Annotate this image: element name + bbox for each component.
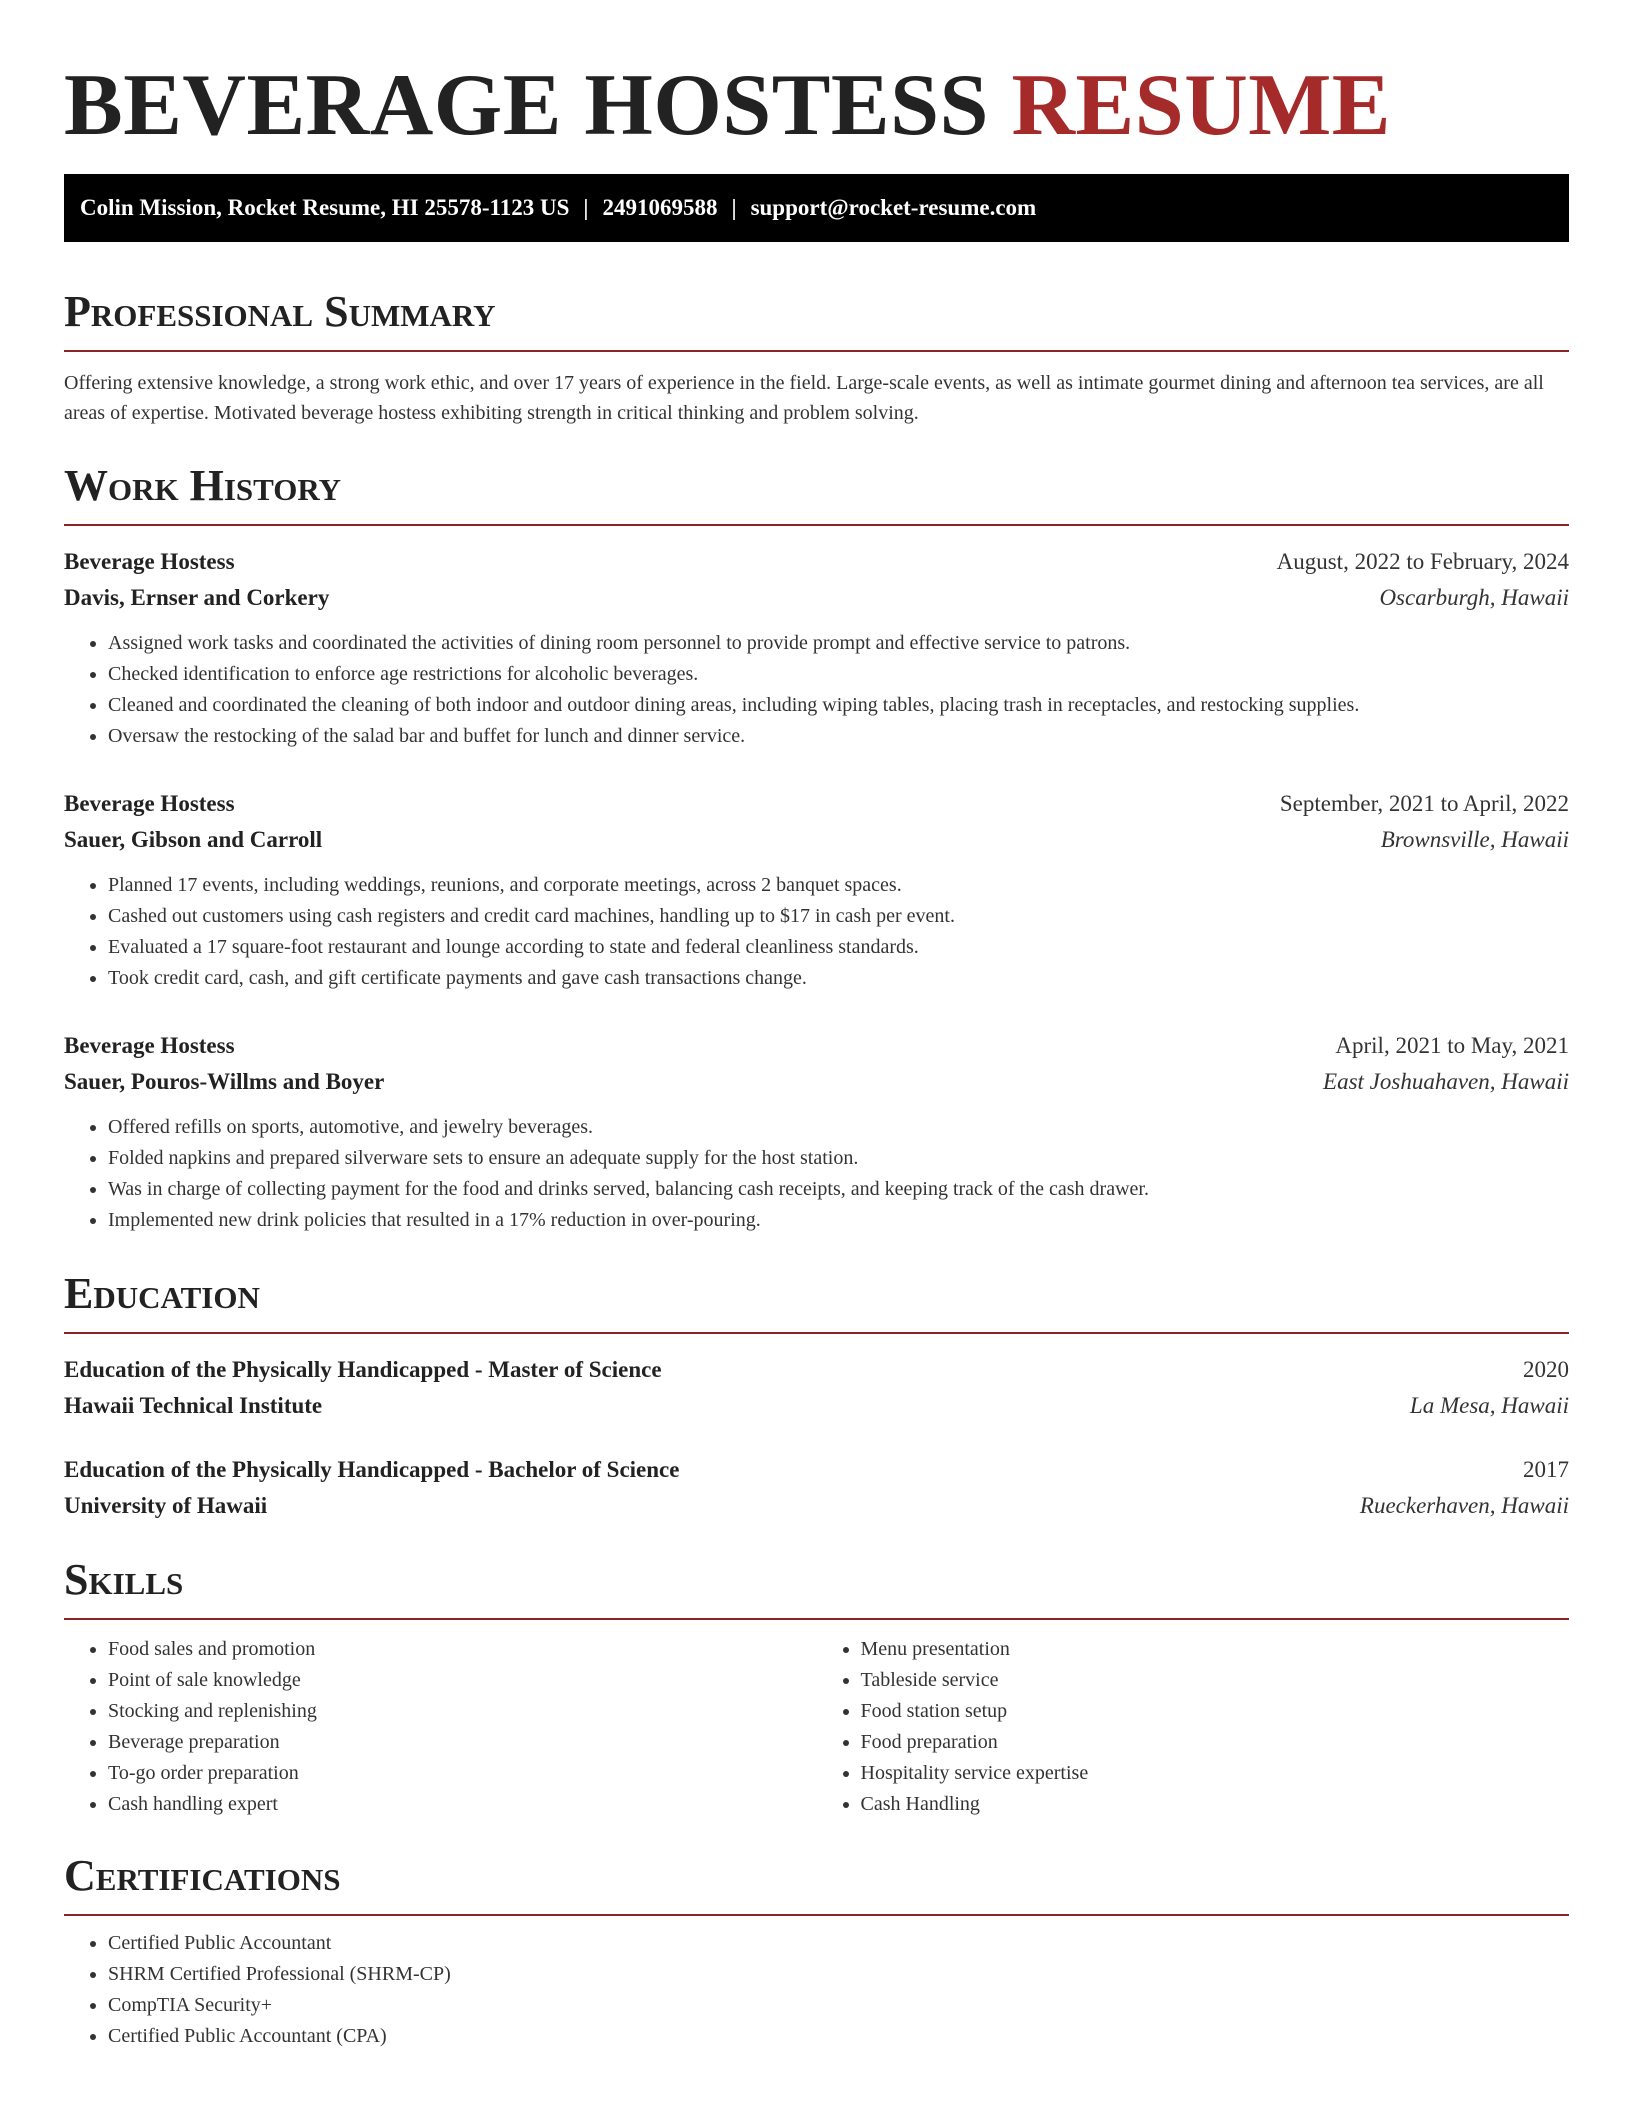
job-title: Beverage Hostess [64, 549, 235, 574]
summary-text: Offering extensive knowledge, a strong work ethic, and over 17 years of experience in the field. Large-scale events, as well as intimate gourmet dining and afternoon tea services, are all areas of expertise. Motivated beverage hostess exhibiting strength in critical thinking and problem solving. [64, 372, 1544, 424]
job-company-row [64, 822, 1569, 858]
education-entry [64, 1352, 1569, 1424]
certification-item: • Certified Public Accountant [108, 1928, 1569, 1959]
job-bullet: • Cashed out customers using cash registers and credit card machines, handling up to $17 in cash per event. [108, 901, 1569, 932]
job-location: Brownsville, Hawaii [1380, 827, 1569, 852]
title-accent: RESUME [1011, 57, 1391, 154]
certification-item: • SHRM Certified Professional (SHRM-CP) [108, 1959, 1569, 1990]
skills-list-left [64, 1634, 817, 1820]
education-degree-row [64, 1352, 1569, 1388]
job-bullet: • Was in charge of collecting payment for the food and drinks served, balancing cash receipts, and keeping track of the cash drawer. [108, 1174, 1569, 1205]
job-bullet: • Offered refills on sports, automotive, and jewelry beverages. [108, 1112, 1569, 1143]
job-bullet: • Folded napkins and prepared silverware sets to ensure an adequate supply for the host station. [108, 1143, 1569, 1174]
job-company: Sauer, Gibson and Carroll [64, 827, 323, 852]
title-main: BEVERAGE HOSTESS [64, 57, 989, 154]
education-entry [64, 1452, 1569, 1524]
certification-item: • CompTIA Security+ [108, 1990, 1569, 2021]
job-dates: August, 2022 to February, 2024 [1276, 549, 1569, 574]
skill-item: • Cash Handling [861, 1789, 1570, 1820]
skill-item: • Hospitality service expertise [861, 1758, 1570, 1789]
skill-item: • Food sales and promotion [108, 1634, 817, 1665]
job-dates: April, 2021 to May, 2021 [1335, 1033, 1569, 1058]
education-heading: Education [64, 1266, 1569, 1334]
job-location: East Joshuahaven, Hawaii [1323, 1069, 1569, 1094]
job-bullets [64, 628, 1569, 752]
skill-item: • Menu presentation [861, 1634, 1570, 1665]
job-bullet: • Cleaned and coordinated the cleaning of both indoor and outdoor dining areas, including wiping tables, placing trash in receptacles, and restocking supplies. [108, 690, 1569, 721]
job-entry [64, 544, 1569, 752]
job-bullet: • Planned 17 events, including weddings, reunions, and corporate meetings, across 2 banquet spaces. [108, 870, 1569, 901]
education-location: Rueckerhaven, Hawaii [1359, 1493, 1569, 1518]
job-bullet: • Took credit card, cash, and gift certificate payments and gave cash transactions change. [108, 963, 1569, 994]
skills-heading: Skills [64, 1552, 1569, 1620]
certification-item: • Certified Public Accountant (CPA) [108, 2021, 1569, 2052]
job-location: Oscarburgh, Hawaii [1379, 585, 1569, 610]
skill-item: • Tableside service [861, 1665, 1570, 1696]
contact-address: Colin Mission, Rocket Resume, HI 25578-1123 US [80, 195, 570, 220]
skill-item: • To-go order preparation [108, 1758, 817, 1789]
job-bullet: • Oversaw the restocking of the salad bar and buffet for lunch and dinner service. [108, 721, 1569, 752]
job-bullets [64, 1112, 1569, 1236]
skill-item: • Stocking and replenishing [108, 1696, 817, 1727]
job-company: Sauer, Pouros-Willms and Boyer [64, 1069, 385, 1094]
skills-section [64, 1552, 1569, 1820]
education-school-row [64, 1488, 1569, 1524]
education-year: 2020 [1523, 1357, 1569, 1382]
contact-separator: | [583, 195, 589, 220]
work-history-heading: Work History [64, 458, 1569, 526]
contact-email: support@rocket-resume.com [750, 195, 1037, 220]
job-header-row [64, 786, 1569, 822]
job-bullet: • Assigned work tasks and coordinated the activities of dining room personnel to provide prompt and effective service to patrons. [108, 628, 1569, 659]
job-title: Beverage Hostess [64, 1033, 235, 1058]
education-year: 2017 [1523, 1457, 1569, 1482]
summary-section [64, 284, 1569, 428]
job-entry [64, 786, 1569, 994]
skill-item: • Point of sale knowledge [108, 1665, 817, 1696]
certifications-heading: Certifications [64, 1848, 1569, 1916]
certifications-list [64, 1928, 1569, 2052]
job-company: Davis, Ernser and Corkery [64, 585, 330, 610]
job-company-row [64, 580, 1569, 616]
job-header-row [64, 544, 1569, 580]
job-title: Beverage Hostess [64, 791, 235, 816]
job-bullets [64, 870, 1569, 994]
skills-grid [64, 1634, 1569, 1820]
job-bullet: • Implemented new drink policies that resulted in a 17% reduction in over-pouring. [108, 1205, 1569, 1236]
contact-separator: | [731, 195, 737, 220]
job-dates: September, 2021 to April, 2022 [1279, 791, 1569, 816]
summary-heading: Professional Summary [64, 284, 1569, 352]
skill-item: • Food preparation [861, 1727, 1570, 1758]
education-degree: Education of the Physically Handicapped - Master of Science [64, 1357, 662, 1382]
job-header-row [64, 1028, 1569, 1064]
education-degree: Education of the Physically Handicapped - Bachelor of Science [64, 1457, 680, 1482]
education-location: La Mesa, Hawaii [1409, 1393, 1569, 1418]
contact-phone: 2491069588 [602, 195, 718, 220]
education-degree-row [64, 1452, 1569, 1488]
job-entry [64, 1028, 1569, 1236]
education-school-row [64, 1388, 1569, 1424]
resume-title [64, 56, 1569, 156]
education-section [64, 1266, 1569, 1524]
skill-item: • Cash handling expert [108, 1789, 817, 1820]
work-history-section [64, 458, 1569, 1236]
education-school: University of Hawaii [64, 1493, 268, 1518]
job-bullet: • Checked identification to enforce age restrictions for alcoholic beverages. [108, 659, 1569, 690]
skill-item: • Beverage preparation [108, 1727, 817, 1758]
education-school: Hawaii Technical Institute [64, 1393, 323, 1418]
contact-bar [64, 174, 1569, 242]
job-bullet: • Evaluated a 17 square-foot restaurant and lounge according to state and federal cleanliness standards. [108, 932, 1569, 963]
skill-item: • Food station setup [861, 1696, 1570, 1727]
certifications-section [64, 1848, 1569, 2052]
skills-list-right [817, 1634, 1570, 1820]
job-company-row [64, 1064, 1569, 1100]
